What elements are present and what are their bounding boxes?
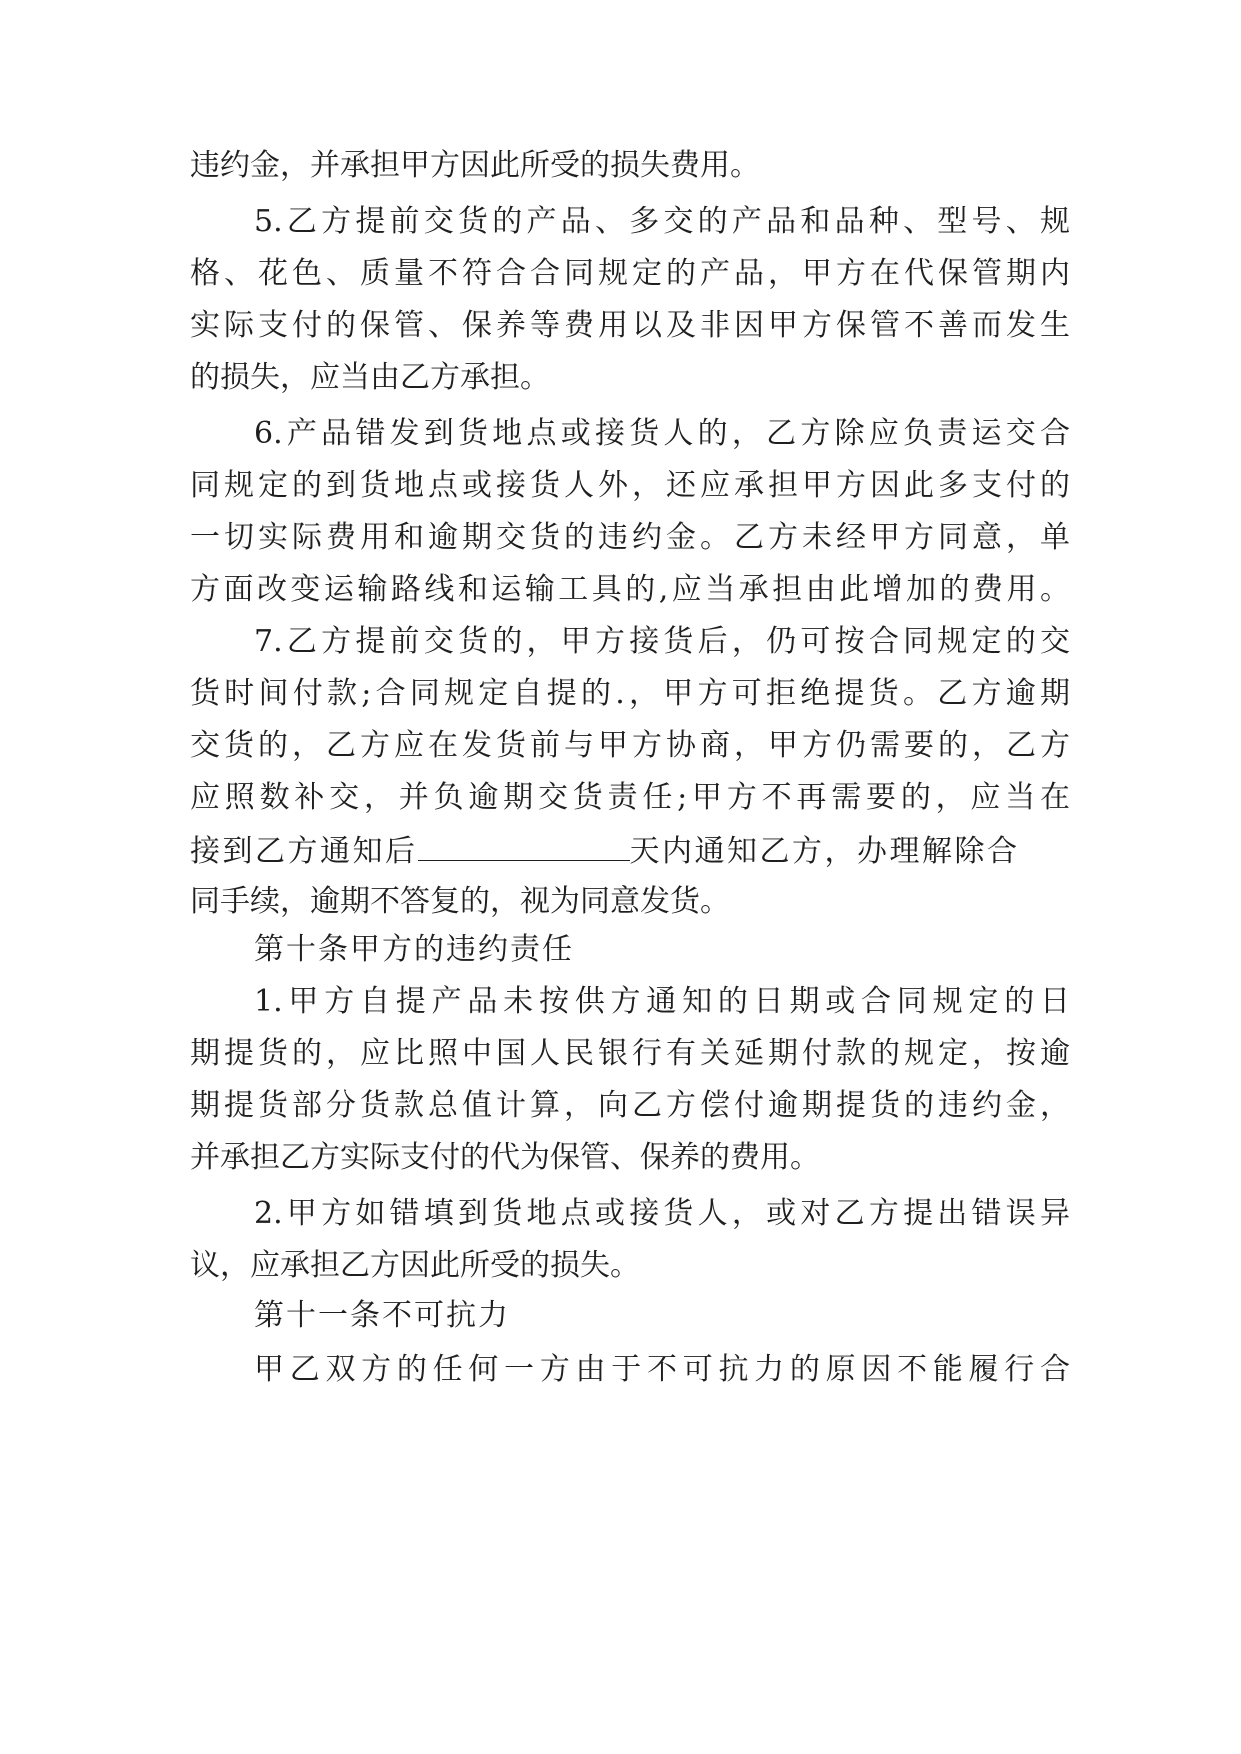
- clause-6-line-1: 6.产品错发到货地点或接货人的，乙方除应负责运交合: [254, 416, 1070, 451]
- text-line: 实际支付的保管、保养等费用以及非因甲方保管不善而发生: [190, 308, 1070, 343]
- text-line: 方面改变运输路线和运输工具的,应当承担由此增加的费用。: [190, 572, 1070, 607]
- text-line: 同手续，逾期不答复的，视为同意发货。: [190, 884, 730, 919]
- section-heading-article-11: 第十一条不可抗力: [254, 1298, 510, 1333]
- text-line-with-blank: [190, 820, 1070, 880]
- clause-7-line-1: 7.乙方提前交货的，甲方接货后，仍可按合同规定的交: [254, 624, 1070, 659]
- text-line: 一切实际费用和逾期交货的违约金。乙方未经甲方同意，单: [190, 520, 1070, 555]
- text-segment: 接到乙方通知后: [190, 834, 418, 869]
- clause-1-line-1: 1.甲方自提产品未按供方通知的日期或合同规定的日: [254, 984, 1070, 1019]
- section-heading-article-10: 第十条甲方的违约责任: [254, 932, 574, 967]
- text-line: 应照数补交，并负逾期交货责任;甲方不再需要的，应当在: [190, 780, 1070, 815]
- text-line: 交货的，乙方应在发货前与甲方协商，甲方仍需要的，乙方: [190, 728, 1070, 763]
- text-line: 格、花色、质量不符合合同规定的产品，甲方在代保管期内: [190, 256, 1070, 291]
- text-line: 违约金，并承担甲方因此所受的损失费用。: [190, 148, 760, 183]
- clause-5-line-1: 5.乙方提前交货的产品、多交的产品和品种、型号、规: [254, 204, 1070, 239]
- paragraph-line: 甲乙双方的任何一方由于不可抗力的原因不能履行合: [254, 1352, 1070, 1387]
- text-line: 议，应承担乙方因此所受的损失。: [190, 1248, 640, 1283]
- text-line: 的损失，应当由乙方承担。: [190, 360, 550, 395]
- text-segment: 天内通知乙方，办理解除合: [629, 834, 1020, 869]
- clause-2-line-1: 2.甲方如错填到货地点或接货人，或对乙方提出错误异: [254, 1196, 1070, 1231]
- text-line: 并承担乙方实际支付的代为保管、保养的费用。: [190, 1140, 820, 1175]
- text-line: 同规定的到货地点或接货人外，还应承担甲方因此多支付的: [190, 468, 1070, 503]
- fill-in-blank: [418, 820, 630, 861]
- text-line: 货时间付款;合同规定自提的.，甲方可拒绝提货。乙方逾期: [190, 676, 1070, 711]
- text-line: 期提货部分货款总值计算，向乙方偿付逾期提货的违约金，: [190, 1088, 1070, 1123]
- text-line: 期提货的，应比照中国人民银行有关延期付款的规定，按逾: [190, 1036, 1070, 1071]
